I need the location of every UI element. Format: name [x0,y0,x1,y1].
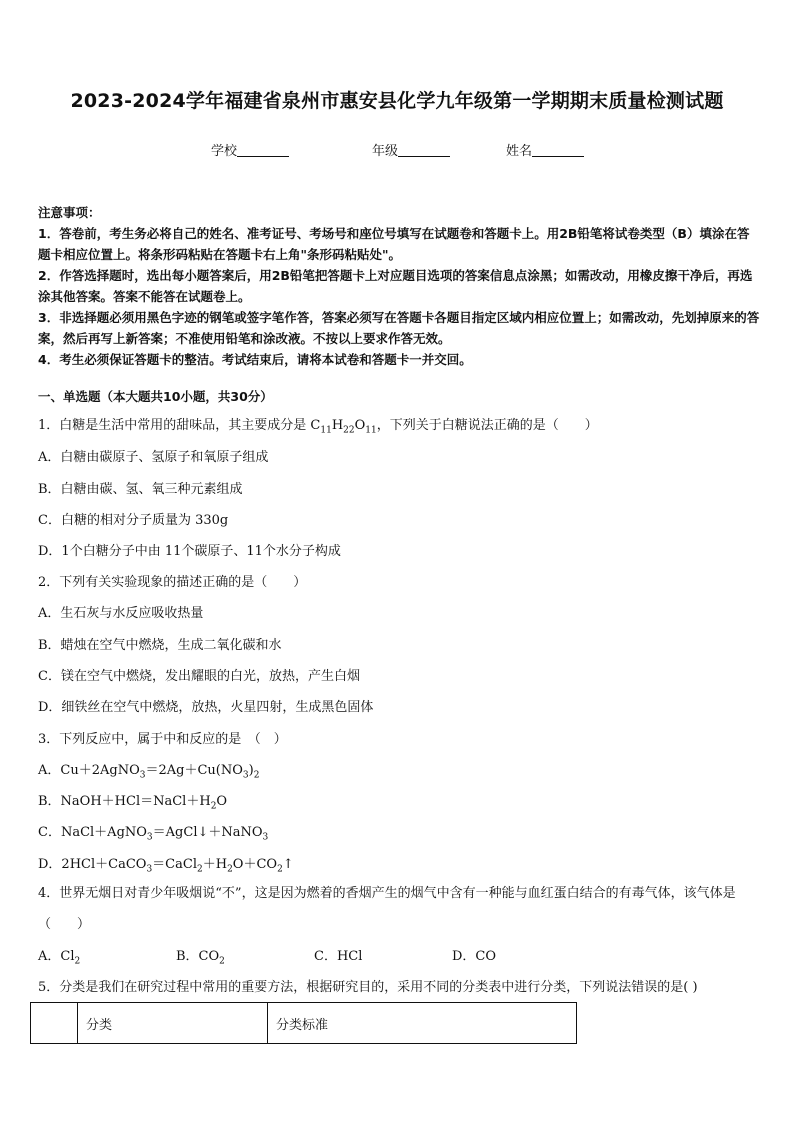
question-1-stem: 1．白糖是生活中常用的甜味品，其主要成分是 $C_{11}H_{22}O_{11}$，下列关于白糖说法正确的是（ ） [38,418,598,436]
exam-title: 2023-2024学年福建省泉州市惠安县化学九年级第一学期期末质量检测试题 [70,90,724,112]
q4-option-a: A．$Cl_2$ [38,949,81,967]
grade-label: 年级 [372,144,399,159]
note-item: 1．答卷前，考生务必将自己的姓名、准考证号、考场号和座位号填写在试题卷和答题卡上。用2B铅笔将试卷类型（B）填涂在答题卡相应位置上。将条形码粘贴在答题卡右上角"条形码粘贴处"。 [38,226,750,262]
classification-table [30,1002,577,1044]
section-heading: 一、单选题（本大题共10小题，共30分） [38,389,273,404]
question-5-stem: 5．分类是我们在研究过程中常用的重要方法，根据研究目的，采用不同的分类表中进行分类，下列说法错误的是( ) [38,980,698,995]
name-field [506,140,584,159]
note-item: 2．作答选择题时，选出每小题答案后，用2B铅笔把答题卡上对应题目选项的答案信息点涂黑；如需改动，用橡皮擦干净后，再选涂其他答案。答案不能答在试题卷上。 [38,268,753,304]
q4-option-d: D．CO [452,949,497,964]
school-field [211,140,289,159]
q2-option-b: B．蜡烛在空气中燃烧，生成二氧化碳和水 [38,638,282,653]
table-row [31,1003,577,1044]
q1-option-b: B．白糖由碳、氢、氧三种元素组成 [38,482,243,497]
table-header-criteria: 分类标准 [268,1003,577,1044]
q3-option-c: C．NaCl＋AgNO$_3$＝AgCl↓＋NaNO$_3$ [38,825,269,843]
q3-option-b: B．$NaOH+HCl=NaCl+H_2O$ [38,794,228,812]
q3-option-a: A．$Cu+2AgNO_3=2Ag+Cu(NO_3)_2$ [38,763,260,781]
school-label: 学校 [211,144,238,159]
q3-option-d: D．$2HCl+CaCO_3=CaCl_2+H_2O+CO_2↑$ [38,857,294,875]
name-label: 姓名 [506,144,533,159]
table-header-category: 分类 [78,1003,268,1044]
grade-field [372,140,450,159]
q1-option-c: C．白糖的相对分子质量为 330g [38,513,229,528]
q4-option-b: B．$CO_2$ [176,949,225,967]
note-item: 3．非选择题必须用黑色字迹的钢笔或签字笔作答，答案必须写在答题卡各题目指定区域内相应位置上；如需改动，先划掉原来的答案，然后再写上新答案；不准使用铅笔和涂改液。不按以上要求作答无效。 [38,310,760,346]
q2-option-a: A．生石灰与水反应吸收热量 [38,606,204,621]
question-3-stem: 3．下列反应中，属于中和反应的是 （ ） [38,732,287,747]
question-2-stem: 2．下列有关实验现象的描述正确的是（ ） [38,575,307,590]
table-cell [31,1003,78,1044]
q1-option-a: A．白糖由碳原子、氢原子和氧原子组成 [38,450,269,465]
q4-option-c: C．HCl [314,949,363,964]
notes-block [38,202,760,370]
q2-option-d: D．细铁丝在空气中燃烧，放热，火星四射，生成黑色固体 [38,700,374,715]
notes-heading: 注意事项： [38,205,101,220]
note-item: 4．考生必须保证答题卡的整洁。考试结束后，请将本试卷和答题卡一并交回。 [38,352,472,367]
q1-option-d: D．1个白糖分子中由 11个碳原子、11个水分子构成 [38,544,341,559]
q2-option-c: C．镁在空气中燃烧，发出耀眼的白光，放热，产生白烟 [38,669,360,684]
question-4-stem: 4．世界无烟日对青少年吸烟说“不”，这是因为燃着的香烟产生的烟气中含有一种能与血红蛋白结合的有毒气体，该气体是（ ） [38,886,736,932]
